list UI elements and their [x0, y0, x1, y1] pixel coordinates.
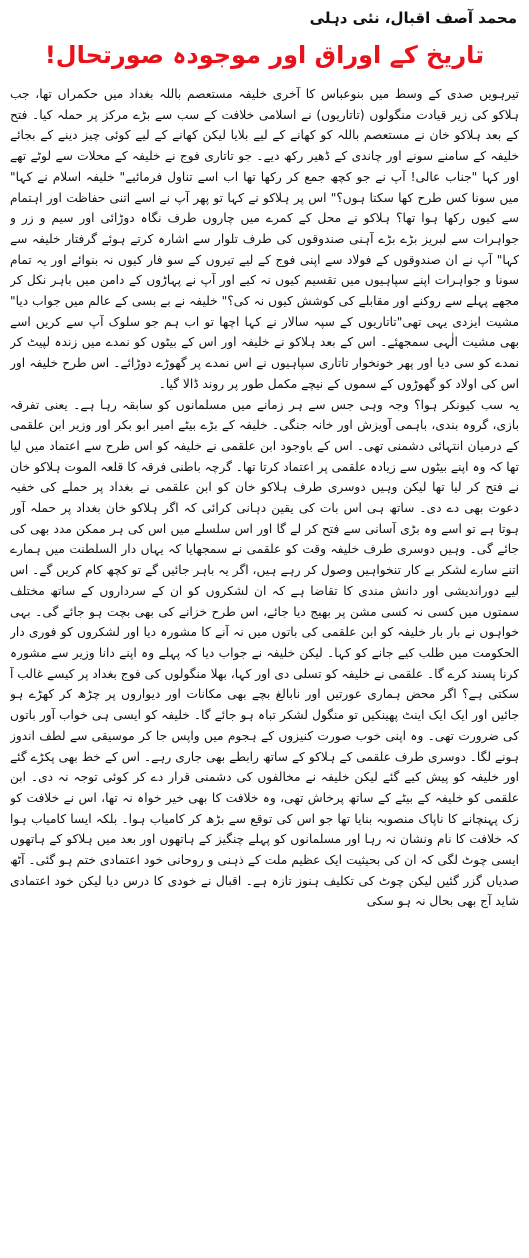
paragraph: یہ سب کیونکر ہوا؟ وجہ وہی جس سے ہر زمانے میں مسلمانوں کو سابقہ رہا ہے۔ یعنی تفرقہ بازی، گروہ بندی، باہمی آویزش اور خانہ جنگی۔ خلیفہ کے بڑے بیٹے امیر ابو بکر اور وزیر ابن علقمی کے درمیان انتہائی دشمنی تھی۔ اس کے باوجود ابن علقمی نے خلیفہ کو اس طرح سے اعتماد میں لیا تھا کہ وہ اپنے بیٹوں سے زیادہ علقمی پر اعتماد کرتا تھا۔ گرچہ باطنی فرقہ کا قلعہ الموت ہلاکو خان نے فتح کر لیا تھا لیکن وہیں دوسری طرف ہلاکو خان کو ابن علقمی نے بغداد پر حملے کی خفیہ دعوت بھی دے دی۔ ساتھ ہی اس بات کی یقین دہانی کرائی کہ اگر ہلاکو خان بغداد پر حملہ آور ہوتا ہے تو اسے وہ بڑی آسانی سے فتح کر لے گا اور اس سلسلے میں اس کی ہر ممکن مدد بھی کی جائے گی۔ وہیں دوسری طرف خلیفہ وقت کو علقمی نے سمجھایا کہ یہاں دار السلطنت میں ہمارے اتنے سارے لشکر بے کار تنخواہیں وصول کر رہے ہیں، اگر یہ باہر جائیں گے تو کچھ کام کریں گے۔ اس لیے دوراندیشی اور دانش مندی کا تقاضا ہے کہ ان لشکروں کو ان کے سرداروں کے ساتھ مختلف سمتوں میں کسی نہ کسی مشن پر بھیج دیا جائے، اس طرح خزانے کی بھی بچت ہو جائے گی۔ بہی خواہوں نے بار بار خلیفہ کو ابن علقمی کی باتوں میں نہ آنے کا مشورہ دیا اور لشکروں کو فوری دار الحکومت میں طلب کیے جانے کو کہا۔ لیکن خلیفہ نے جواب دیا کہ پہلے وہ اپنے دانا وزیر سے مشورہ کرنا پسند کرے گا۔ علقمی نے خلیفہ کو تسلی دی اور کہا، بھلا منگولوں کی فوج بغداد پر کیسے غالب آ سکتی ہے؟ اگر محض ہماری عورتیں اور نابالغ بچے بھی مکانات اور دیواروں پر چڑھ کر کھڑے ہو جائیں اور ایک ایک اینٹ پھینکیں تو منگول لشکر تباہ ہو جائے گا۔ خلیفہ کو ایسی ہی خواب آور باتوں کی ضرورت تھی۔ وہ اپنی خوب صورت کنیزوں کے ہجوم میں واپس جا کر موسیقی سے لطف اندوز ہونے لگا۔ دوسری طرف علقمی کے ہلاکو کے ساتھ رابطے بھی جاری رہے۔ اس کے خط بھی پکڑے گئے اور خلیفہ کو پیش کیے گئے لیکن خلیفہ نے مخالفوں کی دشمنی قرار دے کر کوئی توجہ نہ دی۔ ابن علقمی کو خلیفہ کے بیٹے کے ساتھ پرخاش تھی، وہ خلافت کا بھی خیر خواہ نہ تھا، اس نے خلافت کو زک پہنچانے کا ناپاک منصوبہ بنایا تھا جو اس کی توقع سے بڑھ کر کامیاب ہوا۔ بلکہ ایسا کامیاب ہوا کہ خلافت کا نام ونشان نہ رہا اور مسلمانوں کو پہلے چنگیز کے ہاتھوں اور بعد میں ہلاکو کے ہاتھوں ایسی چوٹ لگی کہ ان کی بحیثیت ایک عظیم ملت کے ذہنی و روحانی خود اعتمادی ختم ہو گئی۔ آٹھ صدیاں گزر گئیں لیکن چوٹ کی تکلیف ہنوز تازہ ہے۔ اقبال نے خودی کا درس دیا لیکن خود اعتمادی شاید آج بھی بحال نہ ہو سکی — [10, 397, 519, 909]
article-body — [10, 84, 519, 1254]
author-byline: محمد آصف اقبال، نئی دہلی — [309, 9, 517, 27]
paragraph: تیرہویں صدی کے وسط میں بنوعباس کا آخری خلیفہ مستعصم باللہ بغداد میں حکمراں تھا، جب ہلاکو کی زیر قیادت منگولوں (تاتاریوں) نے اسلامی خلافت کے سب سے بڑے مرکز پر حملہ کیا۔ فتح کے بعد ہلاکو خان نے مستعصم باللہ کو کھانے کے لیے بلایا لیکن کھانے کے لیے کوئی چیز دینے کے بجائے خلیفہ کے سامنے سونے اور چاندی کے ڈھیر رکھ دیے۔ جو تاتاری فوج نے خلیفہ کے محلات سے لوٹے تھے اور کہا "جناب عالی! آپ نے جو کچھ جمع کر رکھا تھا اب اسے تناول فرمائیے" خلیفہ اسلام نے کہا" میں سونا کس طرح کھا سکتا ہوں؟" اس پر ہلاکو نے کہا تو پھر آپ نے اسے اتنی حفاظت اور اہتمام سے کیوں رکھا ہوا تھا؟ ہلاکو نے محل کے کمرے میں چاروں طرف نگاہ دوڑائی اور سیم و زر و جواہرات سے لبریز بڑے بڑے آہنی صندوقوں کی طرف تلوار سے اشارہ کرتے ہوئے گرفتار خلیفہ سے کہا" آپ نے ان صندوقوں کے فولاد سے اپنی فوج کے لیے تیروں کے سو فار کیوں نہ بنوائے اور یہ تمام سونا و جواہرات اپنے سپاہیوں میں تقسیم کیوں نہ کیے اور آپ نے پہاڑوں کے دامن میں باہر نکل کر مجھے پہلے سے روکنے اور مقابلے کی کوشش کیوں نہ کی؟" خلیفہ نے بے بسی کے عالم میں جواب دیا" مشیت ایزدی یہی تھی"تاتاریوں کے سپہ سالار نے کہا اچھا تو اب ہم جو سلوک آپ سے کریں اسے بھی مشیت الٰہی سمجھئے۔ اس کے بعد ہلاکو نے خلیفہ اور اس کے بیٹوں کو نمدے میں زندہ لپیٹ کر نمدے کو سی دیا اور پھر خونخوار تاتاری سپاہیوں نے اس نمدے پر گھوڑے دوڑائے۔ اس طرح خلیفہ اور اس کی اولاد کو گھوڑوں کے سموں کے نیچے مکمل طور پر روند ڈالا گیا۔ — [10, 87, 519, 391]
article-title: تاریخ کے اوراق اور موجودہ صورتحال! — [44, 41, 485, 69]
